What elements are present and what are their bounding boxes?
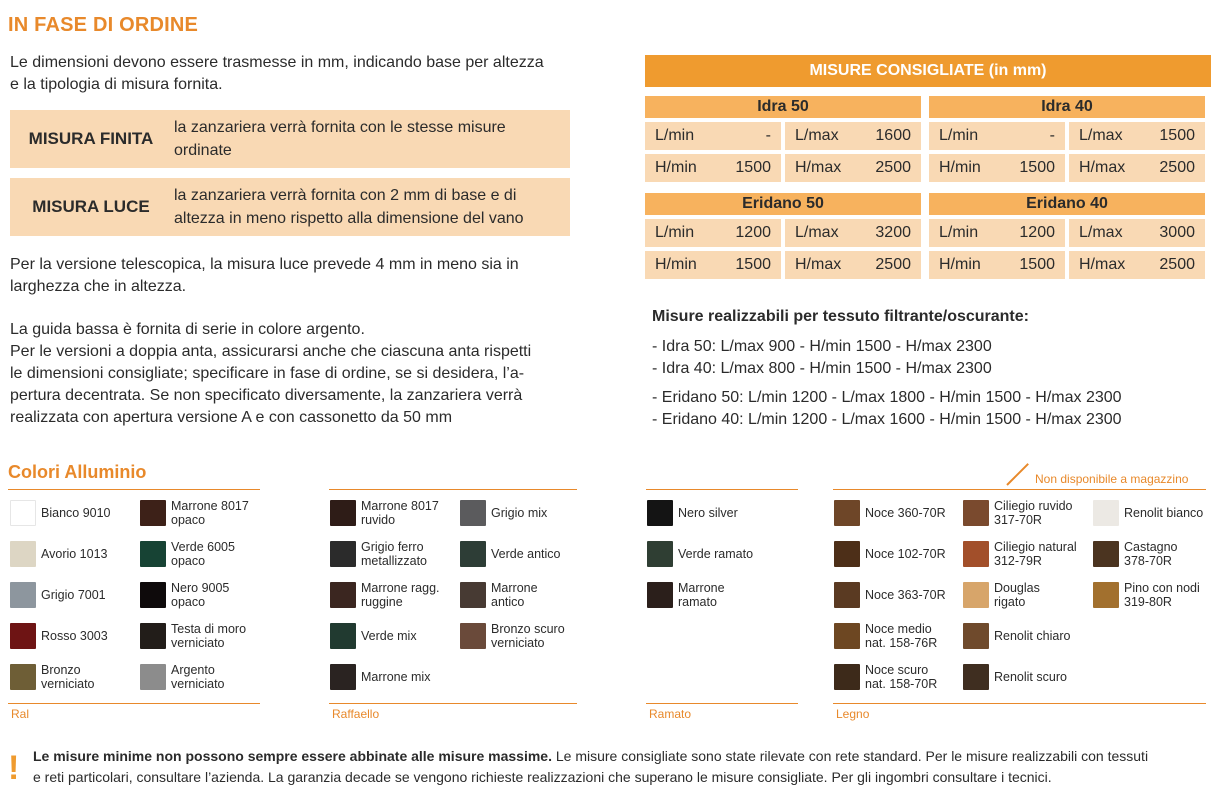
group-label: Ramato <box>649 707 692 721</box>
color-swatch <box>330 664 356 690</box>
color-swatch-label: Marrone ragg. ruggine <box>361 581 440 609</box>
mc-cell <box>785 251 921 279</box>
color-swatch <box>1093 582 1119 608</box>
mc-key: H/min <box>939 159 981 176</box>
mc-key: H/max <box>795 256 842 273</box>
color-swatch <box>330 623 356 649</box>
intro-line: Le dimensioni devono essere trasmesse in mm, indicando base per altezza <box>10 54 544 71</box>
mc-block <box>929 193 1205 279</box>
guida-line: realizzata con apertura versione A e con cassonetto da 50 mm <box>10 409 453 426</box>
color-swatch <box>834 582 860 608</box>
misura-finita-label: MISURA FINITA <box>28 129 154 148</box>
misura-luce-box <box>10 178 570 236</box>
mc-cell <box>929 251 1065 279</box>
color-swatch-item <box>330 538 427 570</box>
color-swatch-item <box>460 497 547 529</box>
color-swatch-label: Douglas rigato <box>994 581 1040 609</box>
mc-cell <box>645 251 781 279</box>
mc-row <box>645 122 921 150</box>
misure-realizzabili-line: - Idra 50: L/max 900 - H/min 1500 - H/max 2300 <box>652 338 992 355</box>
mc-cell <box>929 154 1065 182</box>
mc-value: - <box>765 127 771 144</box>
misure-realizzabili-line: - Eridano 50: L/min 1200 - L/max 1800 - H/min 1500 - H/max 2300 <box>652 389 1122 406</box>
misura-finita-line: la zanzariera verrà fornita con le stesse misure <box>174 119 506 136</box>
color-swatch <box>140 664 166 690</box>
colori-title: Colori Alluminio <box>8 462 147 482</box>
guida-line: pertura decentrata. Se non specificato diversamente, la zanzariera verrà <box>10 387 523 404</box>
mc-cell <box>645 154 781 182</box>
color-swatch-item <box>140 579 229 611</box>
color-swatch-label: Nero silver <box>678 506 738 520</box>
color-swatch-label: Nero 9005 opaco <box>171 581 230 609</box>
mc-row <box>929 122 1205 150</box>
mc-key: L/min <box>655 127 695 144</box>
misura-finita-text <box>174 116 564 162</box>
mc-value: 1200 <box>1019 224 1055 241</box>
mc-value: 2500 <box>1159 159 1195 176</box>
color-swatch-label: Marrone 8017 opaco <box>171 499 249 527</box>
mc-value: 3000 <box>1159 224 1195 241</box>
color-swatch-item <box>963 497 1073 529</box>
color-swatch-label: Verde antico <box>491 547 561 561</box>
non-disponibile-slash-icon <box>1006 463 1029 486</box>
group-divider-bottom <box>646 703 798 704</box>
color-swatch-item <box>460 620 565 652</box>
color-swatch-item <box>330 579 440 611</box>
misura-luce-line: la zanzariera verrà fornita con 2 mm di base e di <box>174 187 517 204</box>
color-swatch <box>963 664 989 690</box>
mc-cell <box>929 122 1065 150</box>
mc-key: L/max <box>795 127 839 144</box>
color-swatch <box>834 664 860 690</box>
color-swatch-item <box>140 661 225 693</box>
color-swatch-item <box>647 538 753 570</box>
color-swatch-item <box>834 661 937 693</box>
misure-consigliate-header: MISURE CONSIGLIATE (in mm) <box>645 55 1211 87</box>
mc-value: 1500 <box>735 159 771 176</box>
color-swatch-item <box>10 661 95 693</box>
mc-value: 1200 <box>735 224 771 241</box>
color-swatch-item <box>10 538 108 570</box>
mc-key: H/max <box>1079 256 1126 273</box>
color-swatch <box>140 582 166 608</box>
color-swatch-label: Renolit scuro <box>994 670 1067 684</box>
misura-luce-text <box>174 184 564 230</box>
misure-realizzabili-line: - Eridano 40: L/min 1200 - L/max 1600 - H/min 1500 - H/max 2300 <box>652 411 1122 428</box>
color-swatch-label: Verde ramato <box>678 547 754 561</box>
color-swatch-label: Marrone 8017 ruvido <box>361 499 439 527</box>
mc-value: 1500 <box>1159 127 1195 144</box>
mc-value: 3200 <box>875 224 911 241</box>
color-swatch-item <box>140 620 246 652</box>
color-swatch-item <box>834 620 937 652</box>
mc-value: 1600 <box>875 127 911 144</box>
warning-icon: ! <box>8 749 20 787</box>
mc-cell <box>1069 219 1205 247</box>
group-divider-top <box>833 489 1206 490</box>
misura-luce-line: altezza in meno rispetto alla dimensione del vano <box>174 210 524 227</box>
misura-finita-box <box>10 110 570 168</box>
mc-row <box>929 219 1205 247</box>
color-swatch <box>460 541 486 567</box>
mc-value: 2500 <box>875 159 911 176</box>
mc-cell <box>785 219 921 247</box>
intro-paragraph <box>10 52 610 96</box>
color-swatch <box>963 623 989 649</box>
group-divider-bottom <box>8 703 260 704</box>
color-swatch-item <box>10 497 111 529</box>
intro-line: e la tipologia di misura fornita. <box>10 76 223 93</box>
color-swatch <box>460 500 486 526</box>
group-divider-top <box>8 489 260 490</box>
color-swatch-item <box>1093 497 1203 529</box>
mc-value: - <box>1049 127 1055 144</box>
color-swatch-item <box>1093 538 1178 570</box>
guida-paragraph <box>10 319 610 429</box>
color-swatch-label: Argento verniciato <box>171 663 225 691</box>
page-title: IN FASE DI ORDINE <box>8 14 199 36</box>
color-swatch <box>1093 541 1119 567</box>
mc-key: L/max <box>1079 224 1123 241</box>
mc-cell <box>929 219 1065 247</box>
color-swatch-item <box>834 497 946 529</box>
misura-finita-line: ordinate <box>174 142 232 159</box>
mc-key: H/max <box>1079 159 1126 176</box>
mc-block-title: Eridano 50 <box>645 193 921 215</box>
color-swatch-label: Noce medio nat. 158-76R <box>865 622 938 650</box>
color-swatch-label: Marrone antico <box>491 581 538 609</box>
mc-cell <box>645 219 781 247</box>
color-swatch <box>10 623 36 649</box>
color-swatch-item <box>834 579 946 611</box>
mc-row <box>929 154 1205 182</box>
mc-key: L/max <box>1079 127 1123 144</box>
misure-realizzabili-title: Misure realizzabili per tessuto filtrante/oscurante: <box>652 308 1029 325</box>
color-swatch-label: Marrone mix <box>361 670 431 684</box>
color-swatch <box>963 500 989 526</box>
color-swatch <box>330 500 356 526</box>
color-swatch <box>963 541 989 567</box>
color-swatch-item <box>10 579 106 611</box>
color-swatch-item <box>963 661 1067 693</box>
color-swatch-item <box>647 579 725 611</box>
color-swatch-item <box>647 497 738 529</box>
mc-key: L/min <box>939 127 979 144</box>
mc-key: H/min <box>939 256 981 273</box>
mc-block-title: Idra 50 <box>645 96 921 118</box>
color-swatch-label: Rosso 3003 <box>41 629 108 643</box>
color-swatch-item <box>330 620 417 652</box>
color-swatch <box>10 664 36 690</box>
mc-block-title: Idra 40 <box>929 96 1205 118</box>
guida-line: le dimensioni consigliate; specificare in fase di ordine, se si desidera, l’a- <box>10 365 525 382</box>
color-swatch-label: Grigio 7001 <box>41 588 106 602</box>
color-swatch <box>330 582 356 608</box>
color-swatch-label: Ciliegio natural 312-79R <box>994 540 1077 568</box>
mc-row <box>645 154 921 182</box>
color-swatch-item <box>460 579 538 611</box>
color-swatch <box>460 623 486 649</box>
mc-value: 1500 <box>735 256 771 273</box>
mc-key: L/min <box>655 224 695 241</box>
mc-cell <box>785 154 921 182</box>
color-swatch-label: Pino con nodi 319-80R <box>1124 581 1200 609</box>
color-swatch-item <box>963 579 1040 611</box>
misure-realizzabili-line: - Idra 40: L/max 800 - H/min 1500 - H/max 2300 <box>652 360 992 377</box>
mc-key: L/max <box>795 224 839 241</box>
mc-row <box>929 251 1205 279</box>
color-swatch <box>647 582 673 608</box>
color-swatch-item <box>140 538 235 570</box>
color-swatch-item <box>834 538 946 570</box>
color-swatch <box>140 623 166 649</box>
mc-cell <box>1069 251 1205 279</box>
color-swatch <box>460 582 486 608</box>
telescopica-line: larghezza che in altezza. <box>10 278 187 295</box>
telescopica-line: Per la versione telescopica, la misura luce prevede 4 mm in meno sia in <box>10 256 519 273</box>
mc-block <box>645 96 921 182</box>
color-swatch-label: Bianco 9010 <box>41 506 111 520</box>
footer-note <box>33 746 1203 788</box>
mc-key: H/max <box>795 159 842 176</box>
color-swatch-label: Noce 363-70R <box>865 588 946 602</box>
color-swatch-label: Noce 102-70R <box>865 547 946 561</box>
color-swatch-label: Renolit bianco <box>1124 506 1204 520</box>
color-swatch <box>834 500 860 526</box>
mc-key: H/min <box>655 256 697 273</box>
group-label: Raffaello <box>332 707 380 721</box>
color-swatch-label: Noce 360-70R <box>865 506 946 520</box>
mc-value: 2500 <box>1159 256 1195 273</box>
color-swatch <box>834 623 860 649</box>
mc-key: H/min <box>655 159 697 176</box>
mc-block <box>929 96 1205 182</box>
color-swatch <box>330 541 356 567</box>
color-swatch-label: Castagno 378-70R <box>1124 540 1178 568</box>
footer-text: Le misure consigliate sono state rilevate con rete standard. Per le misure realizzabili con tessuti <box>551 748 1149 764</box>
color-swatch <box>140 541 166 567</box>
misura-luce-label: MISURA LUCE <box>32 197 150 216</box>
telescopica-paragraph <box>10 254 610 298</box>
color-swatch <box>647 541 673 567</box>
non-disponibile-label: Non disponibile a magazzino <box>1035 472 1189 486</box>
mc-value: 1500 <box>1019 159 1055 176</box>
mc-cell <box>1069 122 1205 150</box>
group-divider-top <box>646 489 798 490</box>
color-swatch <box>963 582 989 608</box>
mc-cell <box>645 122 781 150</box>
color-swatch-label: Verde mix <box>361 629 417 643</box>
color-swatch-label: Bronzo verniciato <box>41 663 95 691</box>
color-swatch-item <box>460 538 561 570</box>
color-swatch-item <box>1093 579 1200 611</box>
color-swatch-item <box>140 497 249 529</box>
group-divider-bottom <box>833 703 1206 704</box>
mc-block <box>645 193 921 279</box>
group-divider-top <box>329 489 577 490</box>
color-swatch-item <box>963 620 1070 652</box>
color-swatch-label: Verde 6005 opaco <box>171 540 235 568</box>
group-label: Legno <box>836 707 870 721</box>
color-swatch-item <box>330 661 430 693</box>
color-swatch-label: Ciliegio ruvido 317-70R <box>994 499 1073 527</box>
color-swatch <box>647 500 673 526</box>
color-swatch <box>834 541 860 567</box>
color-swatch-label: Grigio ferro metallizzato <box>361 540 427 568</box>
mc-cell <box>785 122 921 150</box>
mc-block-title: Eridano 40 <box>929 193 1205 215</box>
color-swatch-label: Noce scuro nat. 158-70R <box>865 663 938 691</box>
guida-line: La guida bassa è fornita di serie in colore argento. <box>10 321 365 338</box>
guida-line: Per le versioni a doppia anta, assicurarsi anche che ciascuna anta rispetti <box>10 343 532 360</box>
group-label: Ral <box>11 707 30 721</box>
color-swatch-item <box>963 538 1077 570</box>
footer-bold: Le misure minime non possono sempre essere abbinate alle misure massime. <box>33 748 552 764</box>
mc-value: 2500 <box>875 256 911 273</box>
mc-row <box>645 219 921 247</box>
color-swatch-item <box>330 497 439 529</box>
mc-cell <box>1069 154 1205 182</box>
color-swatch <box>10 500 36 526</box>
color-swatch-item <box>10 620 108 652</box>
footer-text-line2: e reti particolari, consultare l’azienda. La garanzia decade se vengono richieste realizzazioni che superano le misure consigliate. Per gli ingombri consultare i tecnici. <box>33 769 1052 785</box>
color-swatch <box>10 582 36 608</box>
color-swatch-label: Testa di moro verniciato <box>171 622 247 650</box>
color-swatch <box>1093 500 1119 526</box>
color-swatch <box>140 500 166 526</box>
color-swatch <box>10 541 36 567</box>
color-swatch-label: Bronzo scuro verniciato <box>491 622 565 650</box>
color-swatch-label: Grigio mix <box>491 506 548 520</box>
color-swatch-label: Avorio 1013 <box>41 547 108 561</box>
color-swatch-label: Marrone ramato <box>678 581 725 609</box>
color-swatch-label: Renolit chiaro <box>994 629 1071 643</box>
mc-row <box>645 251 921 279</box>
mc-key: L/min <box>939 224 979 241</box>
group-divider-bottom <box>329 703 577 704</box>
mc-value: 1500 <box>1019 256 1055 273</box>
